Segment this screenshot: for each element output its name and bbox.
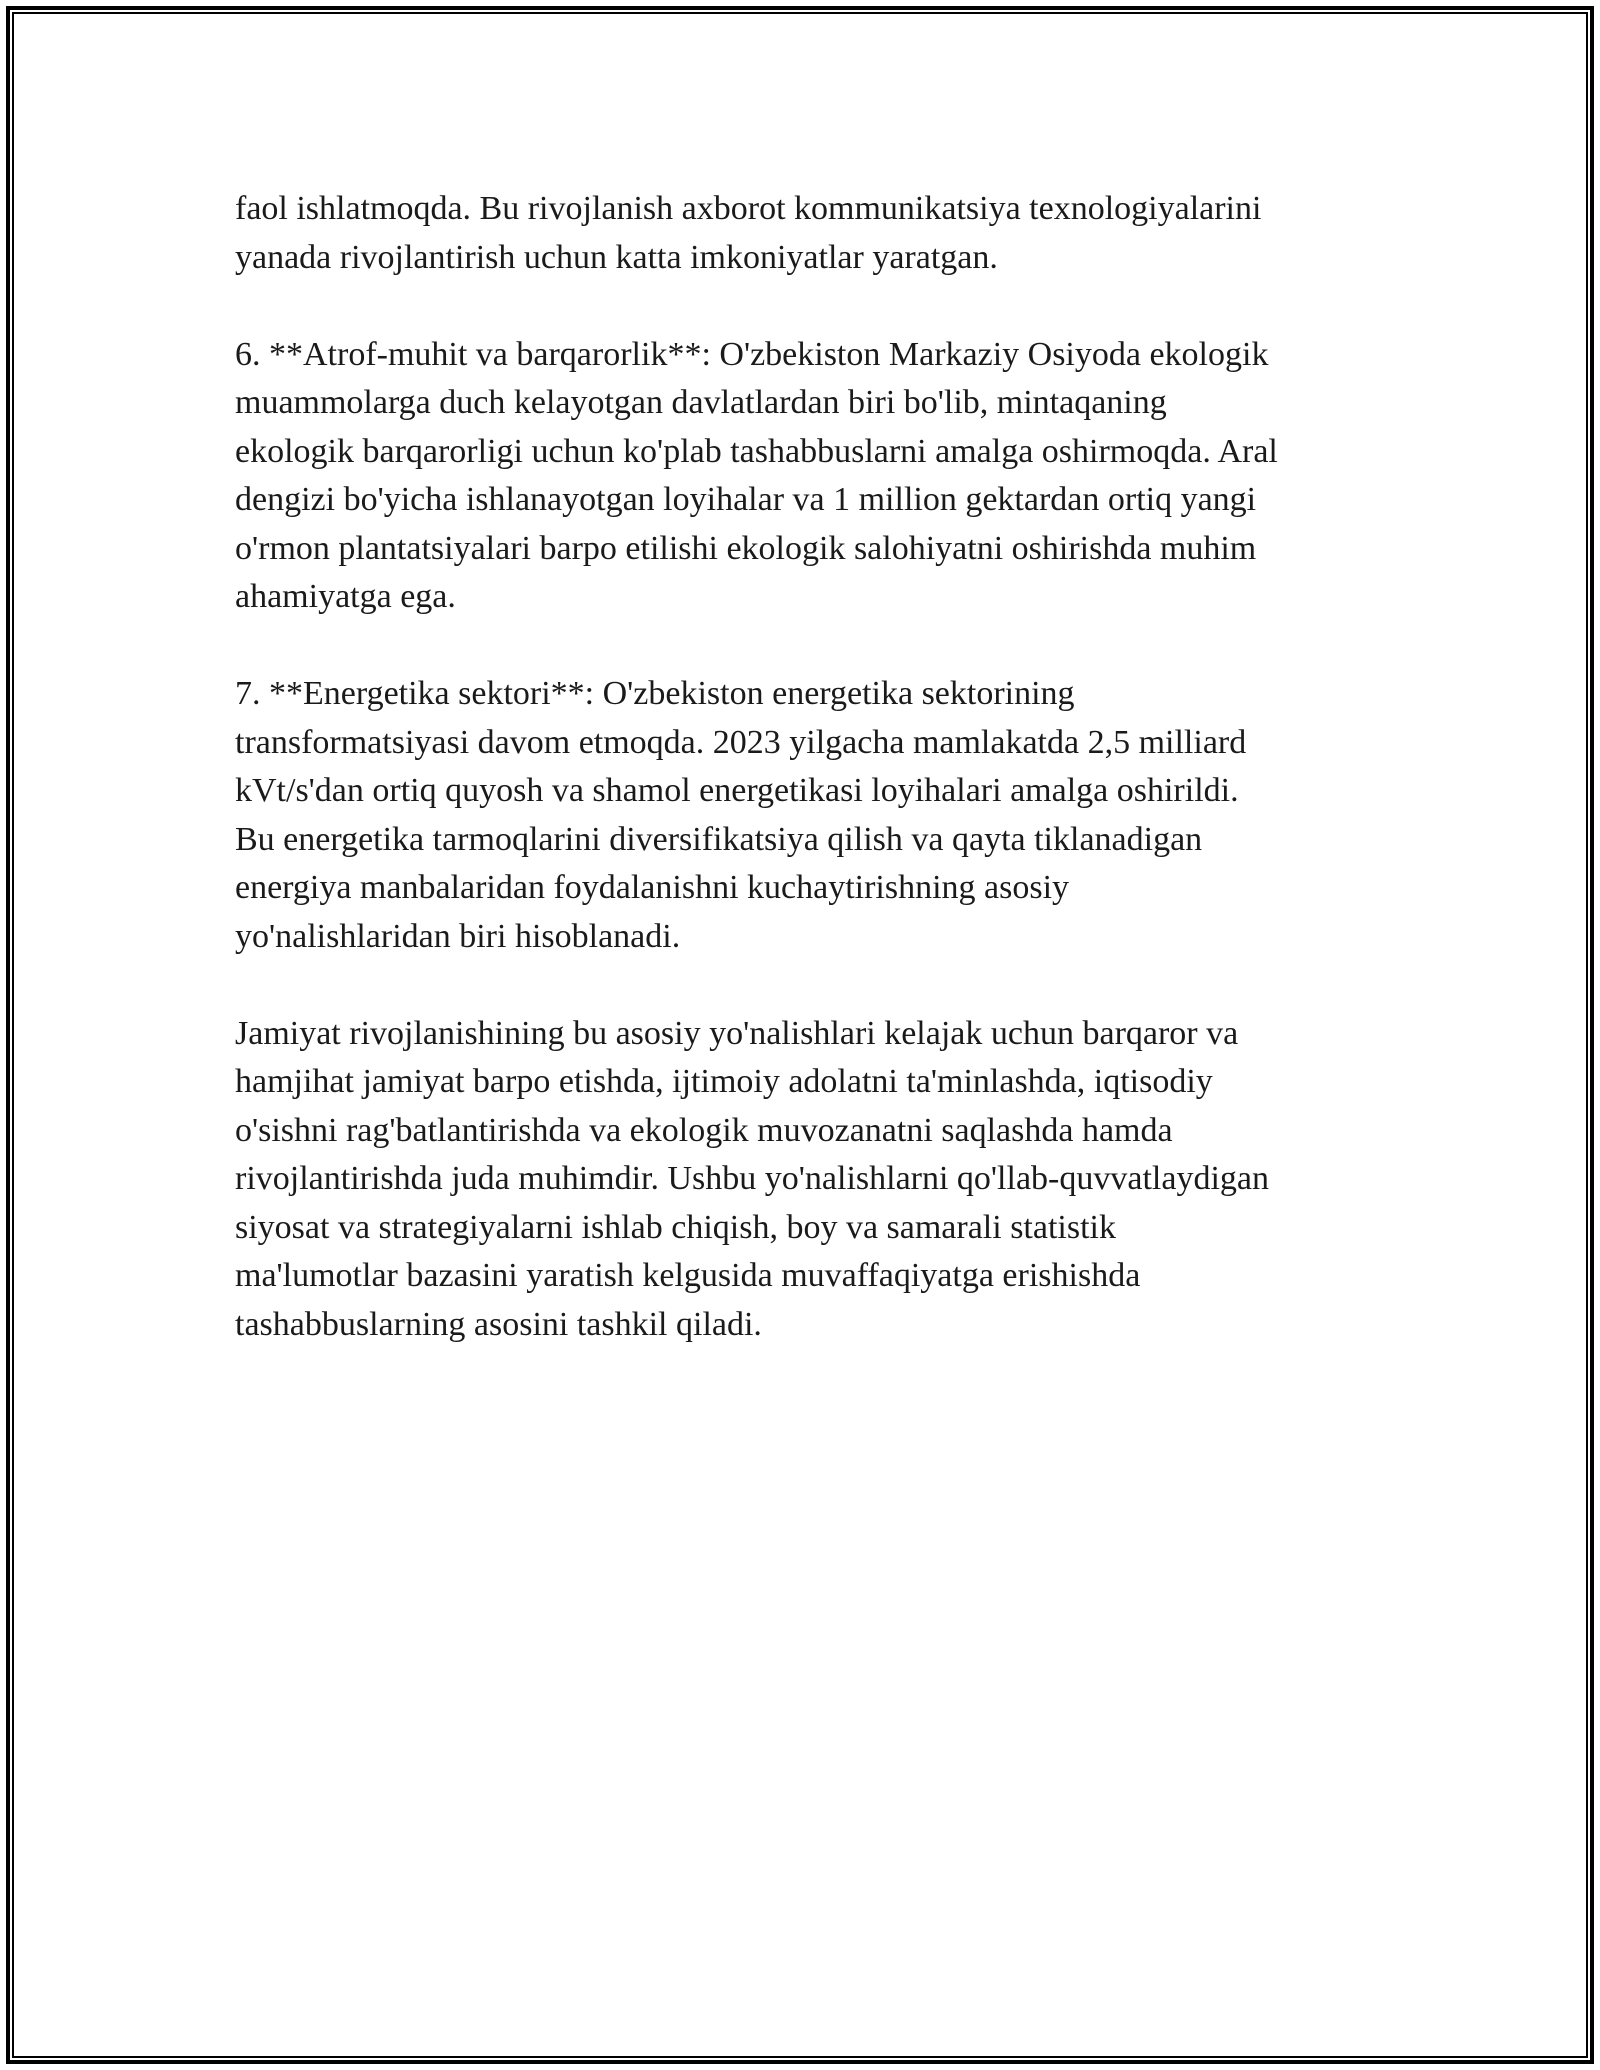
- document-body: [235, 185, 1385, 1398]
- paragraph-energy: 7. **Energetika sektori**: O'zbekiston energetika sektorining transformatsiyasi davom etmoqda. 2023 yilgacha mamlakatda 2,5 milliard kVt/s'dan ortiq quyosh va shamol energetikasi loyihalari amalga oshirildi. Bu energetika tarmoqlarini diversifikatsiya qilish va qayta tiklanadigan energiya manbalaridan foydalanishni kuchaytirishning asosiy yo'nalishlaridan biri hisoblanadi.: [235, 675, 1247, 955]
- paragraph-conclusion: Jamiyat rivojlanishining bu asosiy yo'nalishlari kelajak uchun barqaror va hamjihat jamiyat barpo etishda, ijtimoiy adolatni ta'minlashda, iqtisodiy o'sishni rag'batlantirishda va ekologik muvozanatni saqlashda hamda rivojlantirishda juda muhimdir. Ushbu yo'nalishlarni qo'llab-quvvatlaydigan siyosat va strategiyalarni ishlab chiqish, boy va samarali statistik ma'lumotlar bazasini yaratish kelgusida muvaffaqiyatga erishishda tashabbuslarning asosini tashkil qiladi.: [235, 1014, 1269, 1343]
- paragraph-environment: 6. **Atrof-muhit va barqarorlik**: O'zbekiston Markaziy Osiyoda ekologik muammolarga duch kelayotgan davlatlardan biri bo'lib, mintaqaning ekologik barqarorligi uchun ko'plab tashabbuslarni amalga oshirmoqda. Aral dengizi bo'yicha ishlanayotgan loyihalar va 1 million gektardan ortiq yangi o'rmon plantatsiyalari barpo etilishi ekologik salohiyatni oshirishda muhim ahamiyatga ega.: [235, 335, 1278, 615]
- paragraph-ict-continuation: faol ishlatmoqda. Bu rivojlanish axborot kommunikatsiya texnologiyalarini yanada rivojlantirish uchun katta imkoniyatlar yaratgan.: [235, 190, 1262, 276]
